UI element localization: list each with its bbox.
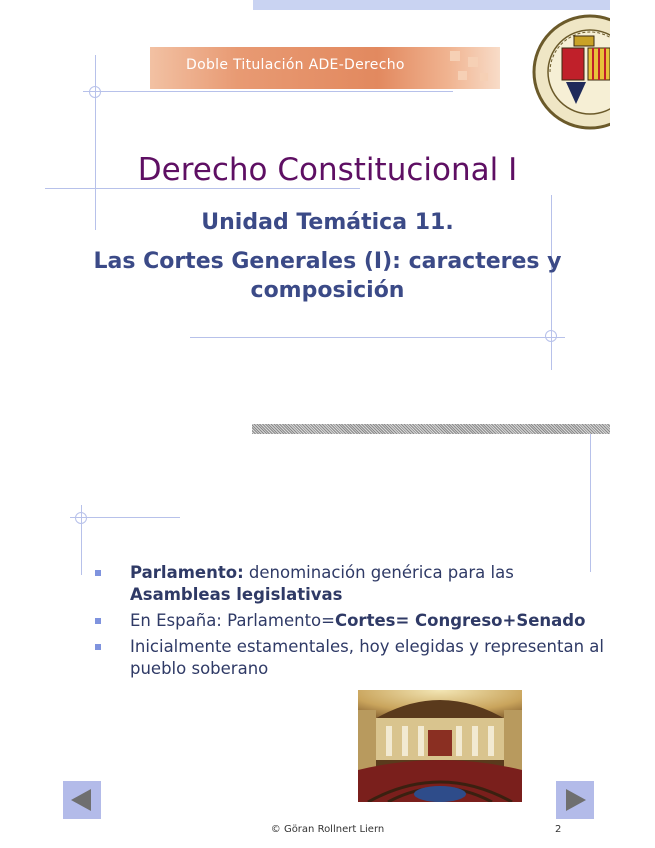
list-item — [95, 610, 615, 632]
next-slide-button[interactable] — [556, 781, 594, 819]
decor-line — [95, 55, 96, 230]
decor-line — [590, 432, 591, 572]
bullet-icon — [95, 618, 101, 624]
bullet-term: Asambleas legislativas — [130, 585, 343, 604]
decor-circle — [89, 86, 101, 98]
slide-title: Derecho Constitucional I — [137, 152, 518, 188]
bullet-text: Inicialmente estamentales, hoy elegidas y representan al pueblo soberano — [130, 637, 604, 678]
bullet-text: En España: Parlamento= — [130, 611, 335, 630]
footer-credit: © Göran Rollnert Liern — [270, 824, 385, 835]
list-item — [95, 636, 615, 680]
decor-line — [83, 91, 453, 92]
decor-line — [190, 337, 565, 338]
hatched-divider — [252, 424, 610, 434]
bullet-icon — [95, 644, 101, 650]
university-seal — [530, 12, 610, 132]
bullet-list — [95, 562, 615, 684]
bullet-term: Parlamento: — [130, 563, 244, 582]
unit-subtitle-line1: Las Cortes Generales (I): caracteres y — [93, 249, 562, 274]
decor-circle — [545, 330, 557, 342]
parliament-photo — [358, 690, 522, 802]
decor-line — [45, 188, 360, 189]
unit-subtitle-line2: composición — [250, 278, 405, 303]
bullet-term: Cortes= Congreso+Senado — [334, 611, 586, 630]
top-accent-bar — [253, 0, 610, 10]
triangle-right-icon — [556, 781, 594, 819]
previous-slide-button[interactable] — [63, 781, 101, 819]
banner-label: Doble Titulación ADE-Derecho — [186, 57, 405, 73]
decor-circle — [75, 512, 87, 524]
list-item — [95, 562, 615, 606]
bullet-icon — [95, 570, 101, 576]
bullet-text: denominación genérica para las — [243, 563, 514, 582]
triangle-left-icon — [63, 781, 101, 819]
unit-heading: Unidad Temática 11. — [201, 210, 454, 235]
page-number: 2 — [555, 824, 562, 835]
